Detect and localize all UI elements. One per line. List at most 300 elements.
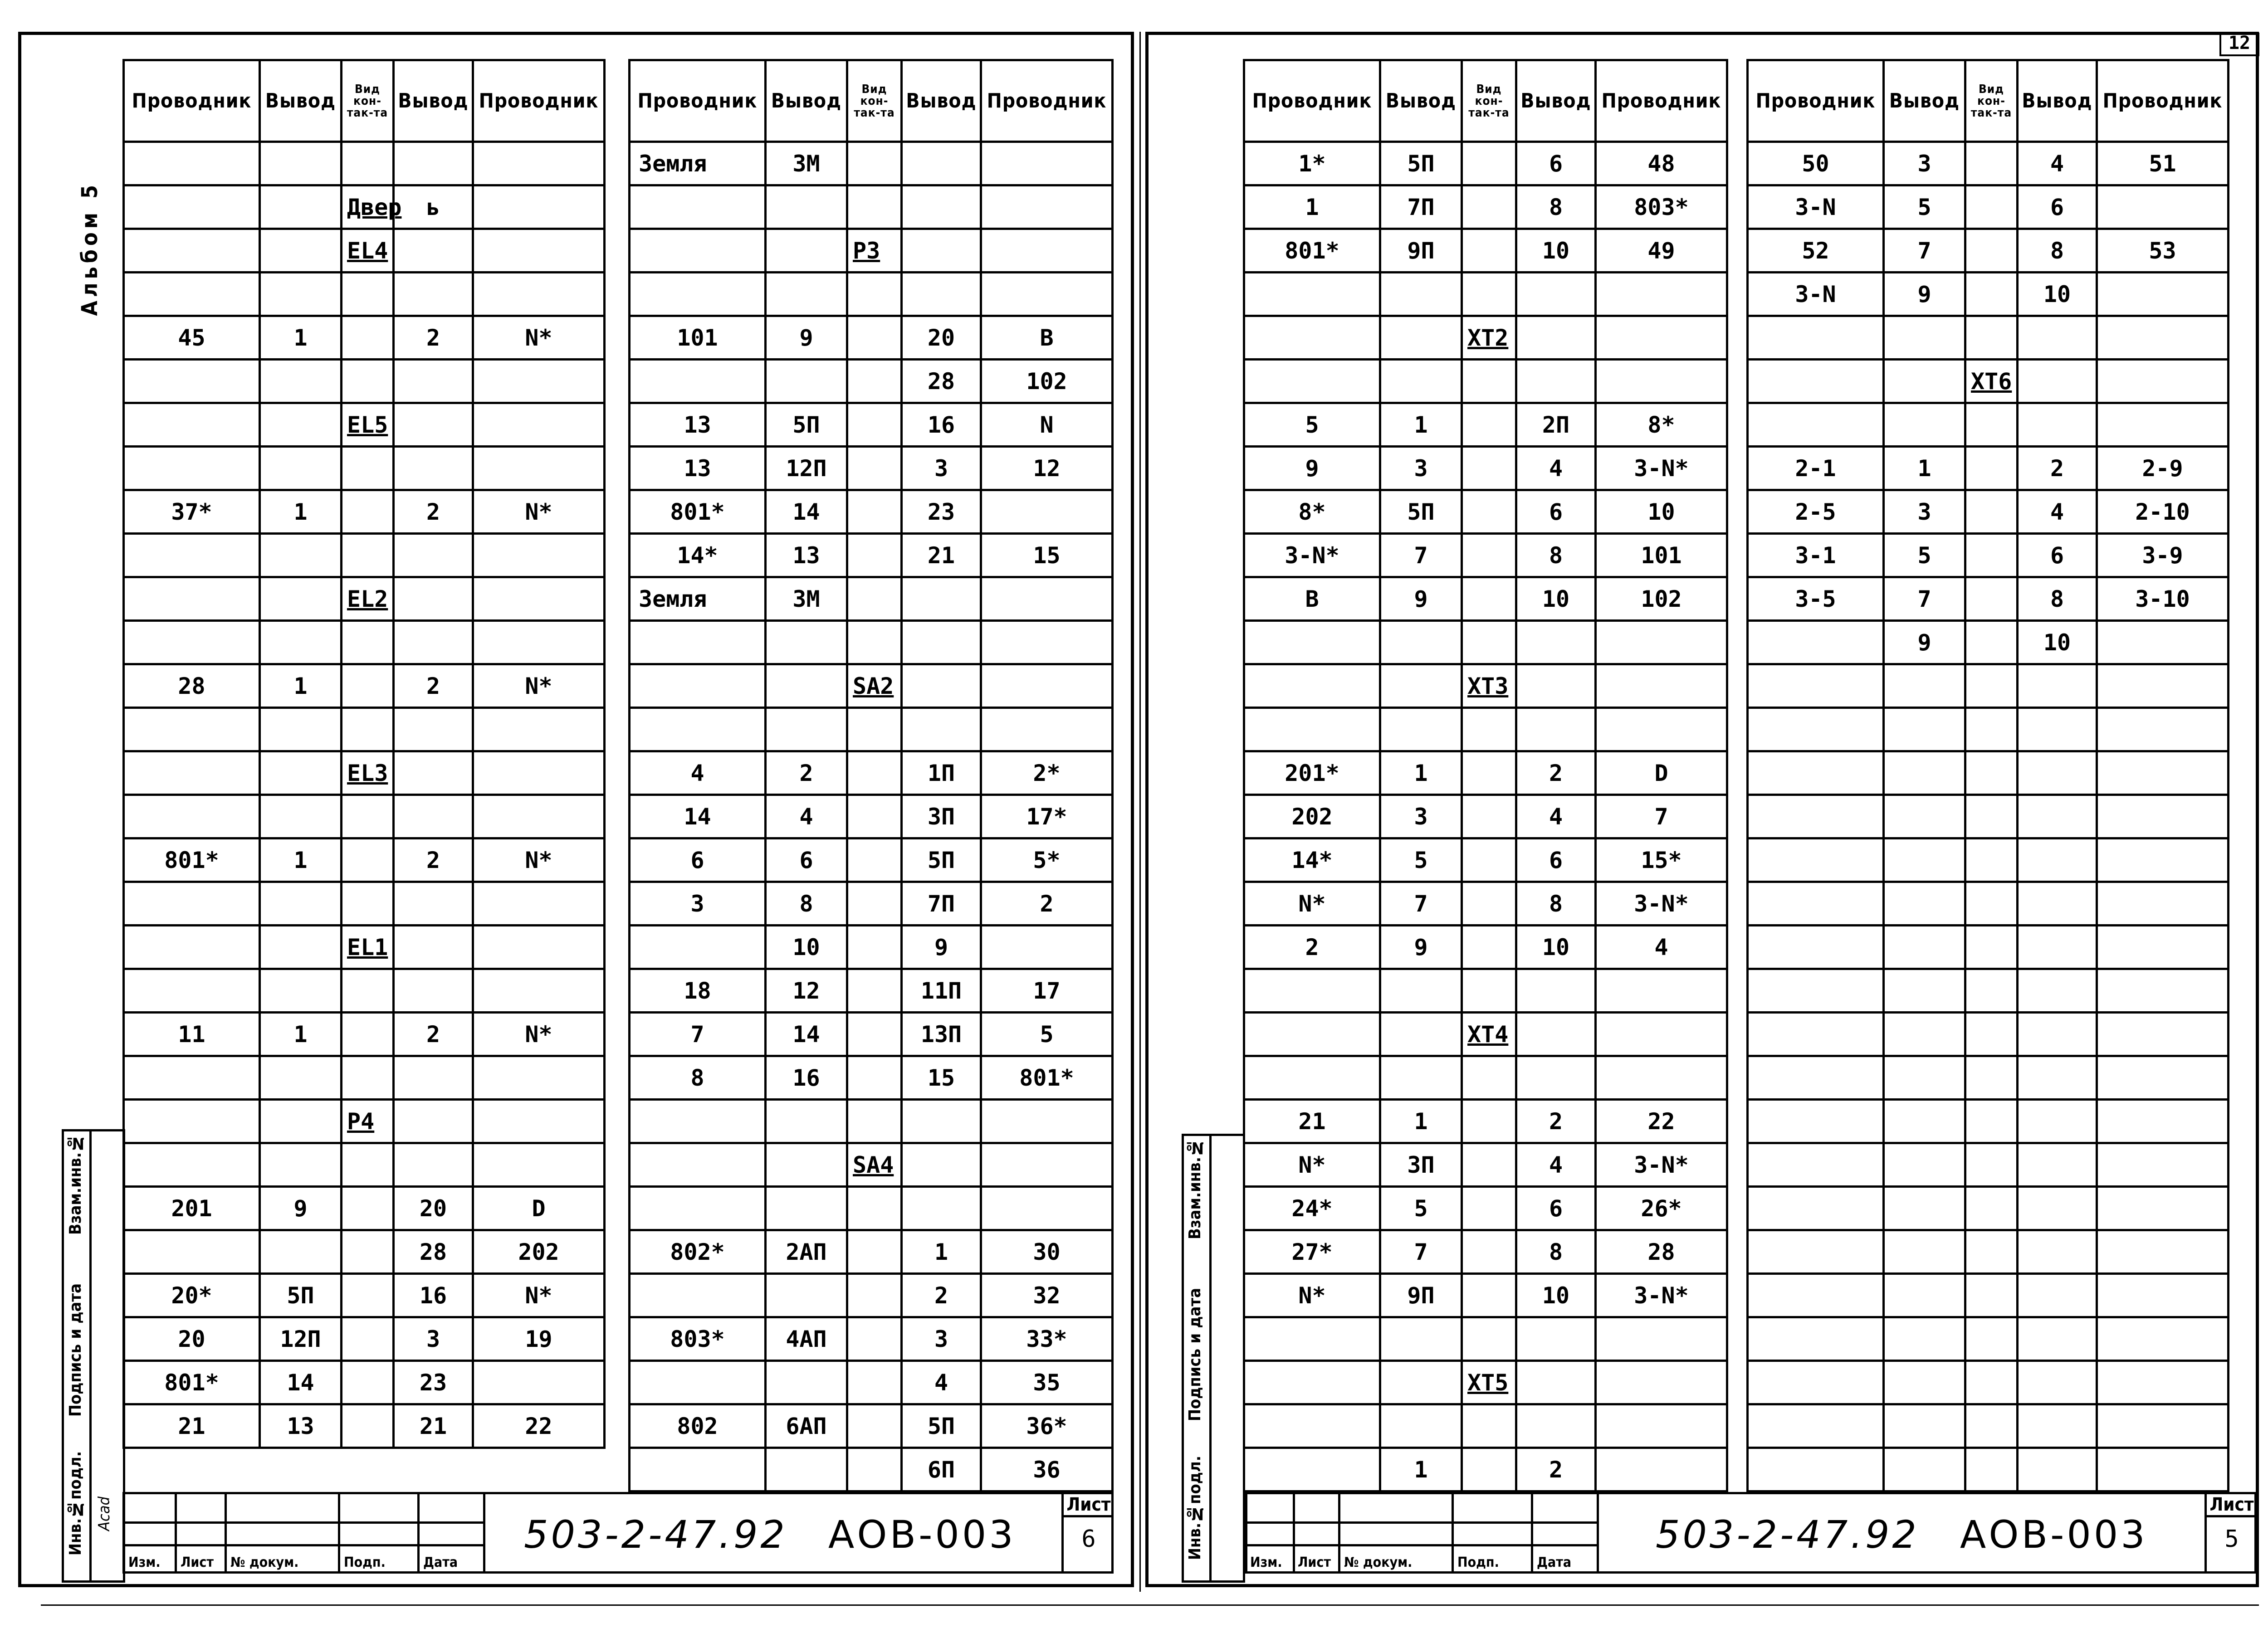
table-cell	[1244, 273, 1380, 316]
table-cell: 8	[630, 1056, 766, 1100]
table-cell	[473, 926, 605, 969]
table-cell	[1244, 1013, 1380, 1056]
table-cell: 5	[1884, 185, 1965, 229]
table-cell	[260, 926, 342, 969]
table-cell	[766, 1143, 847, 1187]
table-cell: 6	[766, 838, 847, 882]
table-cell: 3М	[766, 577, 847, 621]
table-cell	[2018, 926, 2097, 969]
table-row	[630, 926, 1113, 969]
table-cell	[124, 926, 260, 969]
table-cell	[981, 142, 1113, 185]
table-cell	[2018, 1013, 2097, 1056]
table-cell: 28	[124, 664, 260, 708]
table-cell: 12П	[766, 447, 847, 490]
table-cell: 9	[902, 926, 981, 969]
table-cell	[1884, 1013, 1965, 1056]
table-cell: 2	[981, 882, 1113, 926]
table-cell	[2018, 403, 2097, 447]
table-cell: 49	[1596, 229, 1727, 273]
table-cell	[1965, 1230, 2018, 1274]
table-cell	[2097, 1187, 2229, 1230]
table-cell	[124, 969, 260, 1013]
table-row	[1244, 621, 1727, 664]
table-cell	[766, 185, 847, 229]
table-cell: 6	[1516, 490, 1596, 534]
table-cell	[2097, 838, 2229, 882]
header-terminal: Вывод	[902, 60, 981, 142]
table-row	[1748, 926, 2229, 969]
table-cell	[1380, 1013, 1462, 1056]
sheet-label: Лист	[1064, 1494, 1114, 1517]
table-cell: N*	[473, 316, 605, 360]
table-cell: 10	[1516, 1274, 1596, 1317]
stamp-header: № докум.	[1344, 1555, 1413, 1570]
table-row	[1244, 708, 1727, 751]
table-cell	[981, 621, 1113, 664]
table-cell	[2018, 1100, 2097, 1143]
table-cell: N*	[473, 490, 605, 534]
table-cell: 801*	[1244, 229, 1380, 273]
table-row	[124, 316, 605, 360]
table-cell: 2АП	[766, 1230, 847, 1274]
table-cell: 1П	[902, 751, 981, 795]
table-cell: N	[981, 403, 1113, 447]
table-cell	[2018, 838, 2097, 882]
table-cell: 5П	[902, 838, 981, 882]
table-row	[1244, 360, 1727, 403]
table-cell	[847, 185, 902, 229]
table-cell: 3П	[902, 795, 981, 838]
table-cell	[394, 1143, 473, 1187]
device-label: P4	[342, 1100, 394, 1143]
table-cell	[1462, 751, 1516, 795]
table-cell	[981, 1187, 1113, 1230]
header-conductor: Проводник	[1596, 60, 1727, 142]
table-cell: 4	[2018, 490, 2097, 534]
table-cell: 3-1	[1748, 534, 1884, 577]
table-row	[1244, 185, 1727, 229]
table-row	[124, 1317, 605, 1361]
table-cell	[342, 882, 394, 926]
table-cell	[1244, 708, 1380, 751]
table-cell	[2018, 1404, 2097, 1448]
table-cell: 2	[394, 664, 473, 708]
stamp-cell	[1338, 1494, 1452, 1572]
table-cell	[394, 360, 473, 403]
table-cell	[1884, 708, 1965, 751]
table-cell: 9	[1380, 926, 1462, 969]
stamp-header: Подп.	[1457, 1555, 1499, 1570]
table-cell: 1	[1380, 1100, 1462, 1143]
table-cell: 5П	[902, 1404, 981, 1448]
table-cell	[1965, 142, 2018, 185]
table-cell	[1596, 1056, 1727, 1100]
table-cell	[1748, 360, 1884, 403]
table-cell	[1462, 1448, 1516, 1492]
table-cell	[766, 1361, 847, 1404]
table-row	[124, 490, 605, 534]
table-row	[630, 751, 1113, 795]
table-cell	[124, 1056, 260, 1100]
table-cell: 2	[2018, 447, 2097, 490]
table-cell: 9П	[1380, 1274, 1462, 1317]
table-cell	[630, 360, 766, 403]
table-cell: 15*	[1596, 838, 1727, 882]
table-cell	[847, 1274, 902, 1317]
table-cell	[847, 751, 902, 795]
table-row	[1748, 1187, 2229, 1230]
stamp-header: Изм.	[128, 1555, 161, 1570]
table-cell	[1380, 621, 1462, 664]
table-cell	[394, 403, 473, 447]
header-conductor: Проводник	[981, 60, 1113, 142]
stamp-cell	[225, 1494, 338, 1572]
table-cell	[260, 229, 342, 273]
device-label: EL1	[342, 926, 394, 969]
table-row	[1244, 1100, 1727, 1143]
table-cell	[342, 1230, 394, 1274]
table-row	[630, 1143, 1113, 1187]
table-cell: 14*	[1244, 838, 1380, 882]
table-cell: N*	[1244, 1143, 1380, 1187]
table-cell	[1884, 1230, 1965, 1274]
header-conductor: Проводник	[1244, 60, 1380, 142]
device-label: SA4	[847, 1143, 902, 1187]
table-cell: 1	[260, 1013, 342, 1056]
table-cell	[342, 969, 394, 1013]
table-cell	[2097, 795, 2229, 838]
table-row	[124, 926, 605, 969]
table-row	[630, 447, 1113, 490]
table-row	[630, 1056, 1113, 1100]
table-cell	[1516, 273, 1596, 316]
table-cell	[260, 577, 342, 621]
table-cell: 14	[260, 1361, 342, 1404]
table-row	[1748, 229, 2229, 273]
sheet-number-box	[2204, 1494, 2257, 1572]
table-cell	[981, 490, 1113, 534]
side-label-inv: Инв.№подл.	[1186, 1456, 1204, 1560]
table-cell	[1884, 1274, 1965, 1317]
table-cell: 102	[1596, 577, 1727, 621]
table-cell	[1244, 1361, 1380, 1404]
table-row	[630, 795, 1113, 838]
table-row	[1244, 1187, 1727, 1230]
table-cell	[1380, 360, 1462, 403]
table-cell	[2018, 1274, 2097, 1317]
table-cell	[766, 1100, 847, 1143]
table-cell	[2018, 751, 2097, 795]
table-cell	[1748, 316, 1884, 360]
table-row	[630, 1187, 1113, 1230]
table-cell: 201	[124, 1187, 260, 1230]
table-cell: 16	[766, 1056, 847, 1100]
table-row	[1244, 926, 1727, 969]
table-row	[1748, 882, 2229, 926]
table-cell	[1462, 1404, 1516, 1448]
table-cell	[847, 1100, 902, 1143]
table-row	[124, 360, 605, 403]
table-row	[124, 273, 605, 316]
table-row	[124, 1187, 605, 1230]
table-cell	[1380, 1404, 1462, 1448]
table-cell: 8	[2018, 577, 2097, 621]
table-cell	[1380, 316, 1462, 360]
right-title-block	[1245, 1492, 2257, 1574]
table-cell: 45	[124, 316, 260, 360]
table-cell	[124, 1230, 260, 1274]
table-cell: 1	[260, 664, 342, 708]
table-cell	[630, 1187, 766, 1230]
table-cell	[847, 926, 902, 969]
table-cell	[260, 882, 342, 926]
table-cell: 13	[766, 534, 847, 577]
table-cell	[766, 664, 847, 708]
table-row	[1244, 403, 1727, 447]
table-cell: 801*	[124, 838, 260, 882]
table-cell	[1462, 577, 1516, 621]
table-row	[1748, 1100, 2229, 1143]
scribble-note: Acad	[95, 1497, 113, 1531]
table-cell	[2018, 1230, 2097, 1274]
table-cell	[1965, 969, 2018, 1013]
table-cell: 4	[1516, 795, 1596, 838]
table-cell: 7	[1596, 795, 1727, 838]
table-cell: 10	[1596, 490, 1727, 534]
table-cell: 7П	[1380, 185, 1462, 229]
table-cell: 8	[1516, 185, 1596, 229]
table-cell	[1884, 926, 1965, 969]
table-cell	[260, 360, 342, 403]
table-cell: 5	[1244, 403, 1380, 447]
table-cell	[981, 185, 1113, 229]
table-cell	[342, 1187, 394, 1230]
table-cell: 2-1	[1748, 447, 1884, 490]
table-cell: 20	[394, 1187, 473, 1230]
table-row	[124, 447, 605, 490]
table-cell: 3М	[766, 142, 847, 185]
table-cell	[473, 621, 605, 664]
table-row	[1748, 1361, 2229, 1404]
table-cell	[260, 142, 342, 185]
table-cell	[847, 1056, 902, 1100]
table-cell	[1596, 708, 1727, 751]
table-cell: 16	[902, 403, 981, 447]
table-row	[1748, 1230, 2229, 1274]
table-cell	[2018, 969, 2097, 1013]
table-cell: 3-5	[1748, 577, 1884, 621]
table-cell	[1380, 969, 1462, 1013]
table-row	[1244, 229, 1727, 273]
table-row	[1748, 1143, 2229, 1187]
table-cell	[2018, 1056, 2097, 1100]
table-cell	[847, 142, 902, 185]
table-cell: 9	[260, 1187, 342, 1230]
table-row	[124, 534, 605, 577]
table-cell	[473, 1361, 605, 1404]
table-cell	[1380, 1361, 1462, 1404]
table-row	[1748, 838, 2229, 882]
table-cell	[1380, 1056, 1462, 1100]
table-cell	[847, 403, 902, 447]
table-cell	[1462, 273, 1516, 316]
table-cell	[630, 664, 766, 708]
table-cell	[847, 1404, 902, 1448]
table-cell: 50	[1748, 142, 1884, 185]
table-cell: 2	[394, 316, 473, 360]
table-cell	[1462, 1274, 1516, 1317]
table-row	[124, 1100, 605, 1143]
table-cell: 3-9	[2097, 534, 2229, 577]
header-conductor: Проводник	[473, 60, 605, 142]
table-cell	[473, 1056, 605, 1100]
table-cell	[1596, 1448, 1727, 1492]
table-cell	[1596, 969, 1727, 1013]
table-row	[630, 577, 1113, 621]
table-cell	[2097, 621, 2229, 664]
table-cell	[394, 882, 473, 926]
table-cell	[473, 273, 605, 316]
table-cell: 32	[981, 1274, 1113, 1317]
table-cell	[847, 490, 902, 534]
right-table-b	[1746, 59, 2229, 1492]
table-cell	[847, 882, 902, 926]
table-row	[1244, 1143, 1727, 1187]
table-cell: 13	[260, 1404, 342, 1448]
table-cell: 20	[902, 316, 981, 360]
table-cell	[981, 1143, 1113, 1187]
table-cell	[847, 577, 902, 621]
table-cell	[1462, 229, 1516, 273]
sheet-number-box	[1061, 1494, 1114, 1572]
header-contact-type: Вид кон-так-та	[847, 60, 902, 142]
table-cell	[1244, 1404, 1380, 1448]
table-cell: 14	[630, 795, 766, 838]
table-cell	[1596, 1361, 1727, 1404]
table-cell: 26*	[1596, 1187, 1727, 1230]
table-cell	[1965, 1361, 2018, 1404]
table-cell	[124, 795, 260, 838]
table-cell	[260, 1100, 342, 1143]
header-terminal: Вывод	[1884, 60, 1965, 142]
table-cell: 3П	[1380, 1143, 1462, 1187]
table-cell: 36	[981, 1448, 1113, 1492]
table-cell	[1884, 1448, 1965, 1492]
right-table-a	[1243, 59, 1728, 1492]
table-cell	[342, 1404, 394, 1448]
table-cell	[260, 708, 342, 751]
table-cell: 4	[1516, 1143, 1596, 1187]
table-cell	[1884, 403, 1965, 447]
table-cell: N*	[473, 1274, 605, 1317]
table-cell	[473, 1100, 605, 1143]
table-cell	[342, 534, 394, 577]
table-cell	[1462, 838, 1516, 882]
table-row	[1748, 490, 2229, 534]
table-cell	[1244, 621, 1380, 664]
table-cell	[473, 142, 605, 185]
table-cell: Земля	[630, 142, 766, 185]
table-cell: 10	[1516, 577, 1596, 621]
table-cell	[342, 316, 394, 360]
table-cell: 36*	[981, 1404, 1113, 1448]
table-cell: 33*	[981, 1317, 1113, 1361]
table-cell	[1965, 882, 2018, 926]
document-number: 503-2-47.92	[524, 1512, 787, 1557]
table-cell	[124, 142, 260, 185]
bottom-trim-line	[41, 1604, 2259, 1606]
table-cell	[847, 795, 902, 838]
table-cell: 52	[1748, 229, 1884, 273]
table-cell	[1596, 621, 1727, 664]
table-cell: 10	[1516, 229, 1596, 273]
table-cell: 28	[394, 1230, 473, 1274]
table-cell	[1884, 360, 1965, 403]
table-cell	[981, 708, 1113, 751]
table-cell	[766, 229, 847, 273]
table-cell	[847, 708, 902, 751]
stamp-cell	[1452, 1494, 1531, 1572]
table-cell: 7	[1884, 229, 1965, 273]
table-cell	[1462, 621, 1516, 664]
table-cell: 4	[2018, 142, 2097, 185]
album-label: Альбом 5	[77, 181, 103, 316]
table-cell	[1462, 926, 1516, 969]
table-cell: 1	[1380, 403, 1462, 447]
table-cell	[342, 490, 394, 534]
table-cell	[630, 1361, 766, 1404]
table-cell	[902, 1143, 981, 1187]
stamp-header: Лист	[181, 1555, 214, 1570]
stamp-header: Лист	[1298, 1555, 1331, 1570]
table-cell	[473, 969, 605, 1013]
table-cell	[1516, 1404, 1596, 1448]
table-cell	[981, 273, 1113, 316]
table-cell	[342, 708, 394, 751]
table-cell: 9	[1244, 447, 1380, 490]
table-cell	[394, 577, 473, 621]
table-cell: N*	[473, 664, 605, 708]
table-row	[1748, 1056, 2229, 1100]
table-cell	[766, 708, 847, 751]
table-cell: 17	[981, 969, 1113, 1013]
table-cell	[1462, 882, 1516, 926]
table-cell	[1516, 621, 1596, 664]
table-row	[124, 577, 605, 621]
table-cell	[902, 229, 981, 273]
table-cell	[902, 185, 981, 229]
table-cell	[1748, 1317, 1884, 1361]
header-conductor: Проводник	[124, 60, 260, 142]
table-cell: 3-N*	[1596, 447, 1727, 490]
table-cell	[630, 926, 766, 969]
table-cell	[630, 1274, 766, 1317]
table-cell	[394, 534, 473, 577]
table-cell	[902, 577, 981, 621]
table-cell: 101	[1596, 534, 1727, 577]
table-cell: D	[473, 1187, 605, 1230]
table-cell: 21	[1244, 1100, 1380, 1143]
table-header-row	[1244, 60, 1727, 142]
table-row	[1748, 1317, 2229, 1361]
table-cell	[394, 708, 473, 751]
table-cell	[1884, 1056, 1965, 1100]
table-row	[124, 403, 605, 447]
table-row	[1748, 1448, 2229, 1492]
table-cell: 1	[1884, 447, 1965, 490]
table-cell: 4	[902, 1361, 981, 1404]
